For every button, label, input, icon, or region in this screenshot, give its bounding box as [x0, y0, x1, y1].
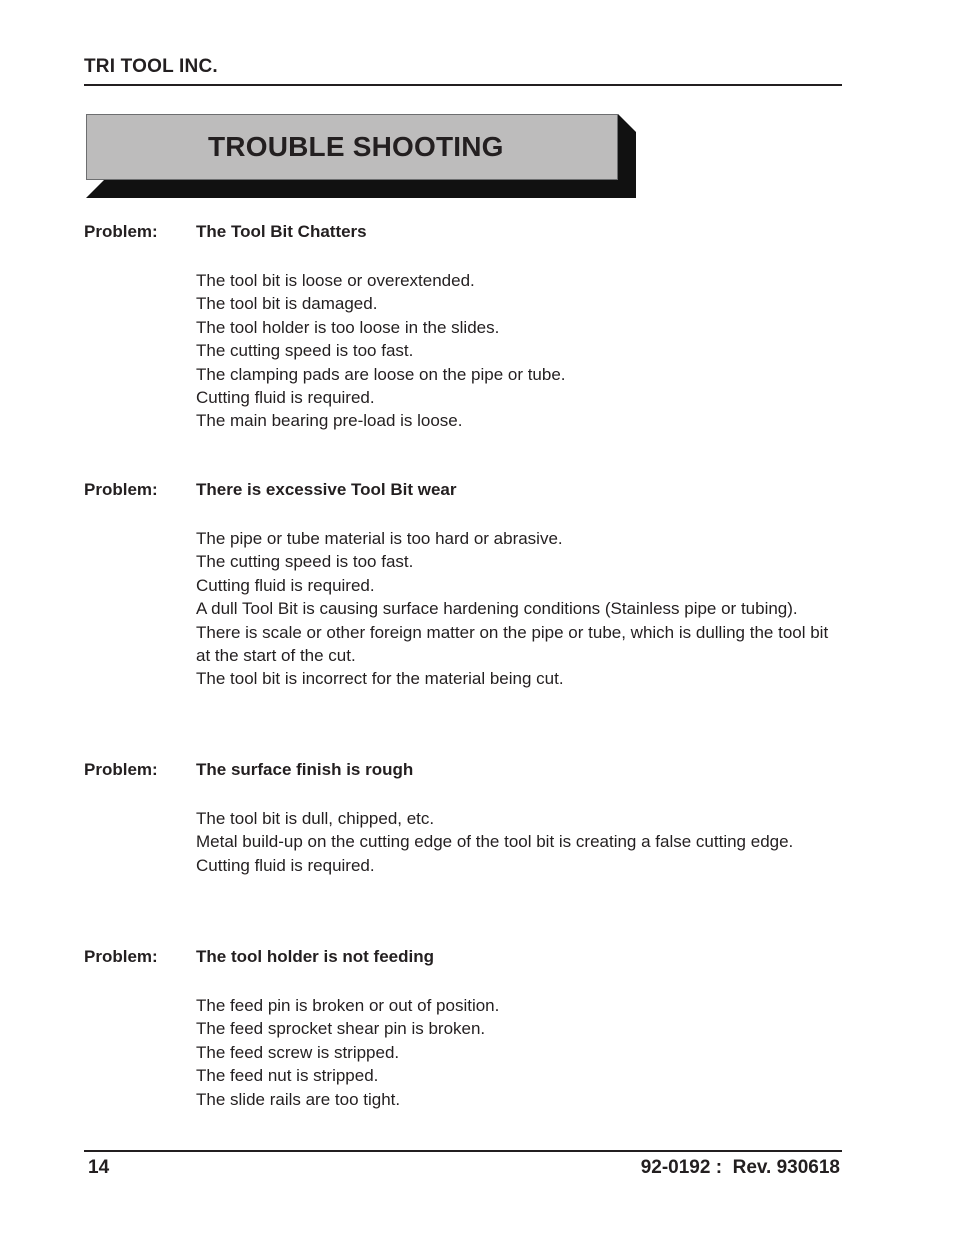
cause-item: The feed sprocket shear pin is broken. [196, 1019, 486, 1039]
problem-title: The surface finish is rough [196, 760, 414, 779]
cause-list [196, 807, 841, 877]
banner-shadow-right-corner [618, 114, 636, 132]
page-number: 14 [88, 1157, 110, 1178]
banner-box [86, 114, 618, 180]
header-rule [84, 84, 842, 86]
cause-item: There is scale or other foreign matter on the pipe or tube, which is dulling the tool bit at the start of the cut. [196, 622, 829, 666]
cause-item: The main bearing pre-load is loose. [196, 411, 463, 431]
cause-item: The feed pin is broken or out of position. [196, 996, 500, 1015]
cause-item: Cutting fluid is required. [196, 388, 375, 408]
cause-item: The slide rails are too tight. [196, 1089, 401, 1109]
cause-item: The feed screw is stripped. [196, 1042, 400, 1062]
cause-item: A dull Tool Bit is causing surface hardening conditions (Stainless pipe or tubing). [196, 599, 798, 619]
cause-list [196, 269, 841, 433]
cause-list [196, 527, 841, 691]
page-title: TROUBLE SHOOTING [208, 131, 504, 162]
cause-item: The clamping pads are loose on the pipe or tube. [196, 364, 566, 384]
problem-label: Problem: [84, 947, 158, 966]
cause-item: The tool bit is loose or overextended. [196, 271, 475, 290]
cause-item: The tool bit is incorrect for the material being cut. [196, 669, 564, 689]
section-banner [86, 114, 638, 200]
problem-label: Problem: [84, 222, 158, 241]
cause-item: The tool bit is dull, chipped, etc. [196, 809, 435, 828]
cause-item: Cutting fluid is required. [196, 855, 375, 875]
cause-item: Metal build-up on the cutting edge of the tool bit is creating a false cutting edge. [196, 832, 794, 852]
cause-item: The cutting speed is too fast. [196, 341, 414, 361]
problem-section [84, 222, 844, 442]
problem-section [84, 480, 844, 720]
problem-section [84, 760, 844, 910]
problem-title: The tool holder is not feeding [196, 947, 434, 966]
company-name: TRI TOOL INC. [84, 56, 218, 77]
cause-item: Cutting fluid is required. [196, 575, 375, 595]
problem-title: The Tool Bit Chatters [196, 222, 367, 241]
footer-rule [84, 1150, 842, 1152]
problem-label: Problem: [84, 480, 158, 499]
document-revision: 92-0192 : Rev. 930618 [640, 1157, 840, 1178]
banner-shadow-left-corner [86, 180, 104, 198]
problem-label: Problem: [84, 760, 158, 779]
cause-item: The tool holder is too loose in the slides. [196, 317, 500, 337]
problem-section [84, 947, 844, 1117]
problem-title: There is excessive Tool Bit wear [196, 480, 457, 499]
cause-item: The pipe or tube material is too hard or abrasive. [196, 529, 563, 548]
cause-item: The cutting speed is too fast. [196, 552, 414, 572]
cause-item: The feed nut is stripped. [196, 1066, 379, 1086]
cause-item: The tool bit is damaged. [196, 294, 378, 314]
cause-list [196, 994, 841, 1111]
